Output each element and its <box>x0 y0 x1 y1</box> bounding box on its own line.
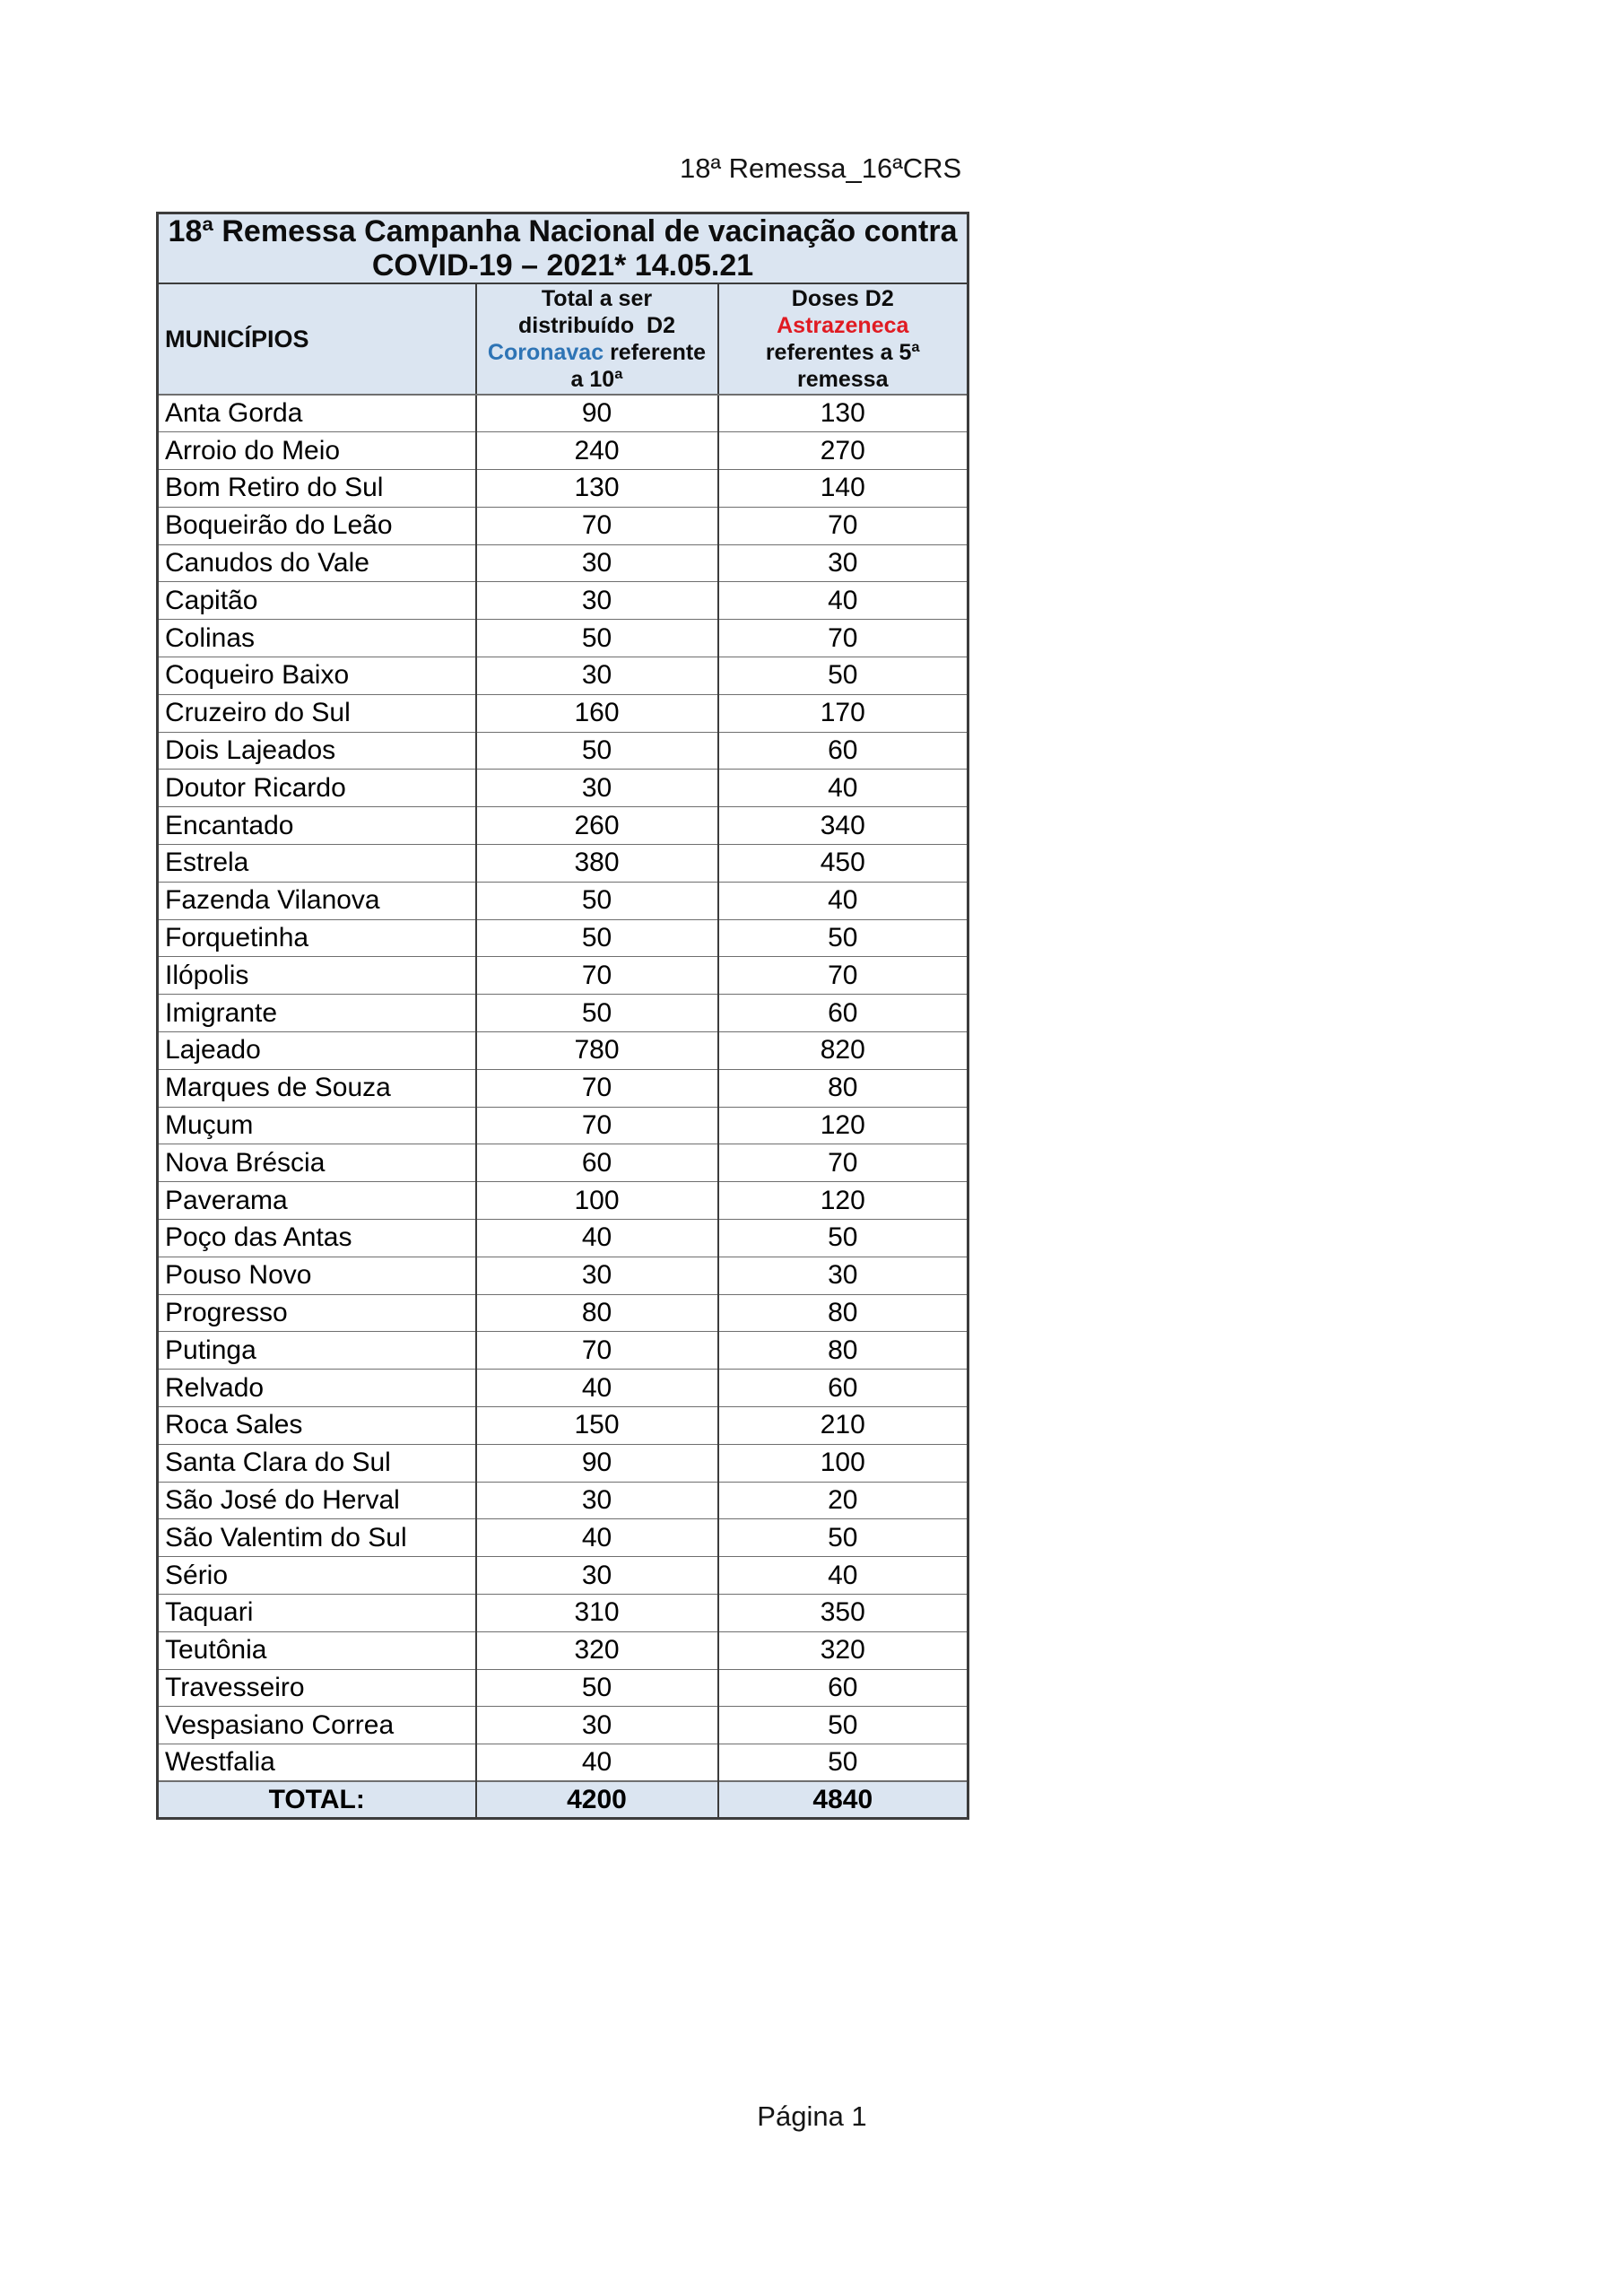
municipality-name: Forquetinha <box>158 919 476 957</box>
coronavac-doses: 40 <box>476 1220 718 1257</box>
astrazeneca-doses: 50 <box>718 1220 968 1257</box>
municipality-name: Santa Clara do Sul <box>158 1444 476 1482</box>
column-header-row <box>158 283 968 395</box>
coronavac-doses: 30 <box>476 1257 718 1294</box>
municipality-name: Doutor Ricardo <box>158 770 476 807</box>
coronavac-header-line1: Total a ser <box>541 286 653 311</box>
astrazeneca-doses: 30 <box>718 544 968 582</box>
coronavac-doses: 90 <box>476 1444 718 1482</box>
table-row <box>158 1407 968 1445</box>
municipality-name: São José do Herval <box>158 1482 476 1519</box>
municipality-name: Encantado <box>158 807 476 845</box>
astrazeneca-doses: 60 <box>718 995 968 1032</box>
astrazeneca-doses: 40 <box>718 582 968 620</box>
astrazeneca-doses: 70 <box>718 957 968 995</box>
coronavac-doses: 260 <box>476 807 718 845</box>
total-astrazeneca: 4840 <box>718 1781 968 1818</box>
astrazeneca-doses: 50 <box>718 919 968 957</box>
astrazeneca-doses: 80 <box>718 1069 968 1107</box>
table-row <box>158 1631 968 1669</box>
table-row <box>158 957 968 995</box>
table-row <box>158 1519 968 1557</box>
astrazeneca-doses: 60 <box>718 732 968 770</box>
coronavac-doses: 30 <box>476 657 718 695</box>
municipality-name: Teutônia <box>158 1631 476 1669</box>
vaccine-distribution-table <box>156 212 969 1820</box>
coronavac-doses: 100 <box>476 1182 718 1220</box>
coronavac-doses: 30 <box>476 1707 718 1744</box>
table-row <box>158 807 968 845</box>
table-row <box>158 1444 968 1482</box>
coronavac-label: Coronavac <box>487 340 604 365</box>
astrazeneca-doses: 100 <box>718 1444 968 1482</box>
astrazeneca-doses: 60 <box>718 1669 968 1707</box>
coronavac-doses: 40 <box>476 1744 718 1782</box>
astrazeneca-doses: 40 <box>718 882 968 919</box>
total-coronavac: 4200 <box>476 1781 718 1818</box>
municipality-name: Canudos do Vale <box>158 544 476 582</box>
astrazeneca-doses: 70 <box>718 507 968 544</box>
astrazeneca-doses: 340 <box>718 807 968 845</box>
coronavac-doses: 160 <box>476 694 718 732</box>
column-header-astrazeneca <box>718 283 968 395</box>
astrazeneca-header-line4: remessa <box>797 367 889 392</box>
municipality-name: Colinas <box>158 620 476 657</box>
coronavac-doses: 50 <box>476 995 718 1032</box>
table-row <box>158 770 968 807</box>
municipality-name: Paverama <box>158 1182 476 1220</box>
coronavac-doses: 30 <box>476 544 718 582</box>
table-row <box>158 845 968 883</box>
astrazeneca-doses: 80 <box>718 1294 968 1332</box>
coronavac-doses: 320 <box>476 1631 718 1669</box>
coronavac-doses: 30 <box>476 582 718 620</box>
table-row <box>158 1220 968 1257</box>
coronavac-doses: 50 <box>476 1669 718 1707</box>
table-row <box>158 1294 968 1332</box>
municipality-name: Capitão <box>158 582 476 620</box>
astrazeneca-doses: 120 <box>718 1182 968 1220</box>
astrazeneca-doses: 50 <box>718 1707 968 1744</box>
municipality-name: Marques de Souza <box>158 1069 476 1107</box>
coronavac-doses: 310 <box>476 1595 718 1632</box>
table-body <box>158 395 968 1781</box>
coronavac-doses: 30 <box>476 770 718 807</box>
coronavac-doses: 70 <box>476 507 718 544</box>
table-row <box>158 919 968 957</box>
astrazeneca-header-line1: Doses D2 <box>791 286 894 311</box>
municipality-name: Imigrante <box>158 995 476 1032</box>
table-row <box>158 1370 968 1407</box>
coronavac-doses: 380 <box>476 845 718 883</box>
astrazeneca-doses: 450 <box>718 845 968 883</box>
municipality-name: Lajeado <box>158 1032 476 1070</box>
municipality-name: Vespasiano Correa <box>158 1707 476 1744</box>
astrazeneca-doses: 70 <box>718 1144 968 1182</box>
astrazeneca-doses: 130 <box>718 395 968 432</box>
coronavac-doses: 40 <box>476 1370 718 1407</box>
coronavac-header-line2: distribuído D2 <box>518 313 675 338</box>
coronavac-doses: 70 <box>476 1069 718 1107</box>
municipality-name: Bom Retiro do Sul <box>158 470 476 508</box>
total-row <box>158 1781 968 1818</box>
coronavac-doses: 30 <box>476 1557 718 1595</box>
astrazeneca-doses: 40 <box>718 770 968 807</box>
table-row <box>158 1557 968 1595</box>
table-row <box>158 432 968 470</box>
table-row <box>158 1257 968 1294</box>
table-row <box>158 732 968 770</box>
astrazeneca-doses: 820 <box>718 1032 968 1070</box>
astrazeneca-doses: 50 <box>718 1519 968 1557</box>
astrazeneca-doses: 350 <box>718 1595 968 1632</box>
table-title-line2: COVID-19 – 2021* 14.05.21 <box>371 248 754 283</box>
municipality-name: Anta Gorda <box>158 395 476 432</box>
municipality-name: Poço das Antas <box>158 1220 476 1257</box>
table-row <box>158 1032 968 1070</box>
municipality-name: Muçum <box>158 1107 476 1144</box>
document-header: 18ª Remessa_16ªCRS <box>680 152 962 184</box>
page-number: Página 1 <box>757 2100 867 2132</box>
municipality-name: Cruzeiro do Sul <box>158 694 476 732</box>
table-title-row <box>158 213 968 284</box>
coronavac-doses: 30 <box>476 1482 718 1519</box>
table-row <box>158 1744 968 1782</box>
astrazeneca-doses: 120 <box>718 1107 968 1144</box>
astrazeneca-doses: 50 <box>718 657 968 695</box>
municipality-name: Estrela <box>158 845 476 883</box>
astrazeneca-doses: 70 <box>718 620 968 657</box>
coronavac-doses: 90 <box>476 395 718 432</box>
coronavac-doses: 60 <box>476 1144 718 1182</box>
municipality-name: Nova Bréscia <box>158 1144 476 1182</box>
coronavac-doses: 70 <box>476 1332 718 1370</box>
table-row <box>158 1182 968 1220</box>
municipality-name: São Valentim do Sul <box>158 1519 476 1557</box>
coronavac-doses: 780 <box>476 1032 718 1070</box>
municipality-name: Boqueirão do Leão <box>158 507 476 544</box>
municipality-name: Taquari <box>158 1595 476 1632</box>
municipality-name: Progresso <box>158 1294 476 1332</box>
table-row <box>158 1595 968 1632</box>
astrazeneca-doses: 140 <box>718 470 968 508</box>
table-row <box>158 395 968 432</box>
coronavac-doses: 70 <box>476 1107 718 1144</box>
table-row <box>158 1707 968 1744</box>
table-row <box>158 882 968 919</box>
coronavac-doses: 50 <box>476 919 718 957</box>
municipality-name: Travesseiro <box>158 1669 476 1707</box>
astrazeneca-doses: 50 <box>718 1744 968 1782</box>
coronavac-doses: 50 <box>476 882 718 919</box>
table-row <box>158 657 968 695</box>
table-row <box>158 1107 968 1144</box>
coronavac-doses: 50 <box>476 732 718 770</box>
column-header-coronavac <box>476 283 718 395</box>
astrazeneca-doses: 60 <box>718 1370 968 1407</box>
table-row <box>158 582 968 620</box>
astrazeneca-doses: 20 <box>718 1482 968 1519</box>
table-title <box>158 213 968 284</box>
municipality-name: Relvado <box>158 1370 476 1407</box>
coronavac-doses: 70 <box>476 957 718 995</box>
municipality-name: Arroio do Meio <box>158 432 476 470</box>
table-row <box>158 1669 968 1707</box>
coronavac-header-line4: a 10ª <box>570 367 623 392</box>
table-title-line1: 18ª Remessa Campanha Nacional de vacinação contra <box>168 214 958 248</box>
astrazeneca-doses: 170 <box>718 694 968 732</box>
municipality-name: Roca Sales <box>158 1407 476 1445</box>
municipality-name: Fazenda Vilanova <box>158 882 476 919</box>
coronavac-doses: 240 <box>476 432 718 470</box>
coronavac-doses: 50 <box>476 620 718 657</box>
municipality-name: Putinga <box>158 1332 476 1370</box>
municipality-name: Dois Lajeados <box>158 732 476 770</box>
astrazeneca-doses: 80 <box>718 1332 968 1370</box>
table-row <box>158 1069 968 1107</box>
table-row <box>158 1482 968 1519</box>
table-row <box>158 694 968 732</box>
coronavac-doses: 40 <box>476 1519 718 1557</box>
table-row <box>158 507 968 544</box>
astrazeneca-header-line3: referentes a 5ª <box>765 340 920 365</box>
coronavac-doses: 150 <box>476 1407 718 1445</box>
table-row <box>158 1332 968 1370</box>
coronavac-doses: 130 <box>476 470 718 508</box>
astrazeneca-label: Astrazeneca <box>777 313 909 338</box>
municipality-name: Coqueiro Baixo <box>158 657 476 695</box>
astrazeneca-doses: 320 <box>718 1631 968 1669</box>
total-label: TOTAL: <box>158 1781 476 1818</box>
column-header-municipios: MUNICÍPIOS <box>158 283 476 395</box>
table-row <box>158 620 968 657</box>
astrazeneca-doses: 270 <box>718 432 968 470</box>
table-row <box>158 470 968 508</box>
municipality-name: Westfalia <box>158 1744 476 1782</box>
municipality-name: Pouso Novo <box>158 1257 476 1294</box>
astrazeneca-doses: 210 <box>718 1407 968 1445</box>
municipality-name: Sério <box>158 1557 476 1595</box>
table-row <box>158 544 968 582</box>
table-row <box>158 1144 968 1182</box>
astrazeneca-doses: 30 <box>718 1257 968 1294</box>
table-row <box>158 995 968 1032</box>
coronavac-header-line3-rest: referente <box>604 340 707 365</box>
astrazeneca-doses: 40 <box>718 1557 968 1595</box>
municipality-name: Ilópolis <box>158 957 476 995</box>
coronavac-doses: 80 <box>476 1294 718 1332</box>
